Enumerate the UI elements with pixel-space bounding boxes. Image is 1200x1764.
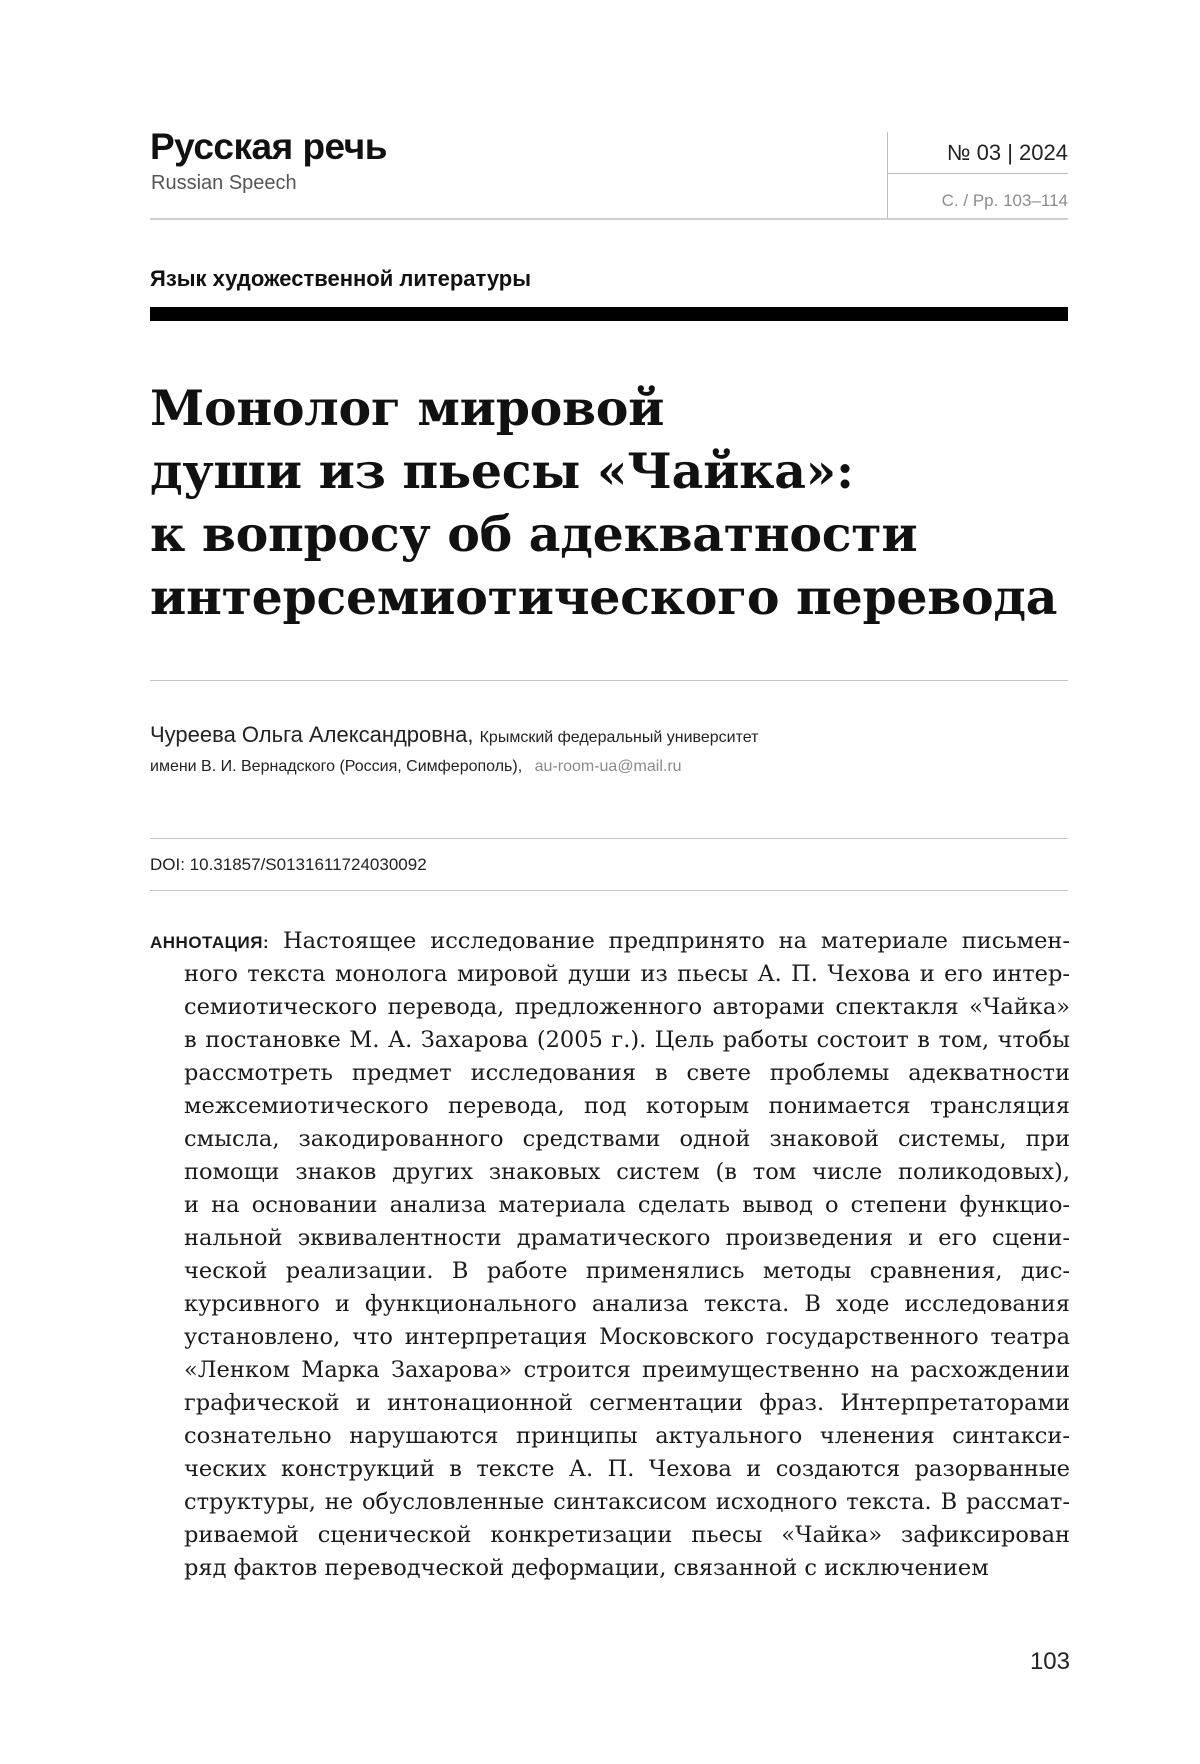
abstract-line: установлено, что интерпретация Московского государственного театра [184, 1324, 1070, 1350]
author-affiliation-cont [150, 758, 682, 776]
abstract-line: семиотического перевода, предложенного авторами спектакля «Чайка» [184, 994, 1070, 1020]
page-number: 103 [1029, 1648, 1070, 1675]
abstract-line: смысла, закодированного средствами одной знаковой системы, при [184, 1126, 1070, 1152]
author-email-link[interactable]: au-room-ua@mail.ru [534, 758, 682, 775]
abstract-line: ческих конструкций в тексте А. П. Чехова и создаются разорванные [184, 1456, 1070, 1482]
abstract-line: курсивного и функционального анализа текста. В ходе исследования [184, 1291, 1070, 1317]
journal-title: Русская речь [150, 126, 387, 167]
abstract-line: графической и интонационной сегментации фраз. Интерпретаторами [184, 1390, 1070, 1416]
header-divider [887, 132, 888, 218]
journal-subtitle: Russian Speech [151, 172, 297, 194]
doi[interactable]: DOI: 10.31857/S0131611724030092 [150, 855, 427, 874]
author-name: Чуреева Ольга Александровна, [150, 722, 474, 747]
abstract-line: риваемой сценической конкретизации пьесы «Чайка» зафиксирован [184, 1522, 1070, 1548]
title-line: души из пьесы «Чайка»: [150, 442, 854, 500]
issue-number: № 03 | 2024 [946, 140, 1068, 165]
section-heading: Язык художественной литературы [150, 266, 532, 291]
abstract-line: ного текста монолога мировой души из пьесы А. П. Чехова и его интер- [184, 961, 1070, 987]
title-line: Монолог мировой [150, 379, 665, 437]
author-affiliation: Крымский федеральный университет [479, 729, 759, 746]
author-rule [150, 838, 1068, 839]
abstract-line: в постановке М. А. Захарова (2005 г.). Цель работы состоит в том, чтобы [184, 1027, 1070, 1053]
abstract-line: межсемиотического перевода, под которым понимается трансляция [184, 1093, 1070, 1119]
article-title [150, 377, 1068, 629]
author-line [150, 722, 758, 748]
title-line: к вопросу об адекватности [150, 505, 918, 563]
abstract-line: АННОТАЦИЯ: Настоящее исследование предпринято на материале письмен- [150, 928, 1070, 954]
title-rule [150, 680, 1068, 681]
abstract-label: АННОТАЦИЯ: [150, 933, 270, 952]
affiliation-location: имени В. И. Вернадского (Россия, Симферополь), [150, 758, 523, 775]
header-rule [150, 218, 1068, 220]
abstract-line: помощи знаков других знаковых систем (в том числе поликодовых), [184, 1159, 1070, 1185]
title-line: интерсемиотического перевода [150, 568, 1058, 626]
abstract-line: и на основании анализа материала сделать вывод о степени функцио- [184, 1192, 1070, 1218]
page-range: С. / Pp. 103–114 [941, 191, 1068, 210]
abstract-line: ряд фактов переводческой деформации, связанной с исключением [184, 1555, 989, 1581]
abstract-line: сознательно нарушаются принципы актуального членения синтакси- [184, 1423, 1070, 1449]
issue-divider [888, 173, 1068, 174]
doi-rule [150, 890, 1068, 891]
abstract-line: ческой реализации. В работе применялись методы сравнения, дис- [184, 1258, 1070, 1284]
abstract-line: рассмотреть предмет исследования в свете проблемы адекватности [184, 1060, 1070, 1086]
section-rule [150, 307, 1068, 321]
abstract-line: структуры, не обусловленные синтаксисом исходного текста. В рассмат- [184, 1489, 1070, 1515]
abstract-line: нальной эквивалентности драматического произведения и его сцени- [184, 1225, 1070, 1251]
abstract-line: «Ленком Марка Захарова» строится преимущественно на расхождении [184, 1357, 1070, 1383]
